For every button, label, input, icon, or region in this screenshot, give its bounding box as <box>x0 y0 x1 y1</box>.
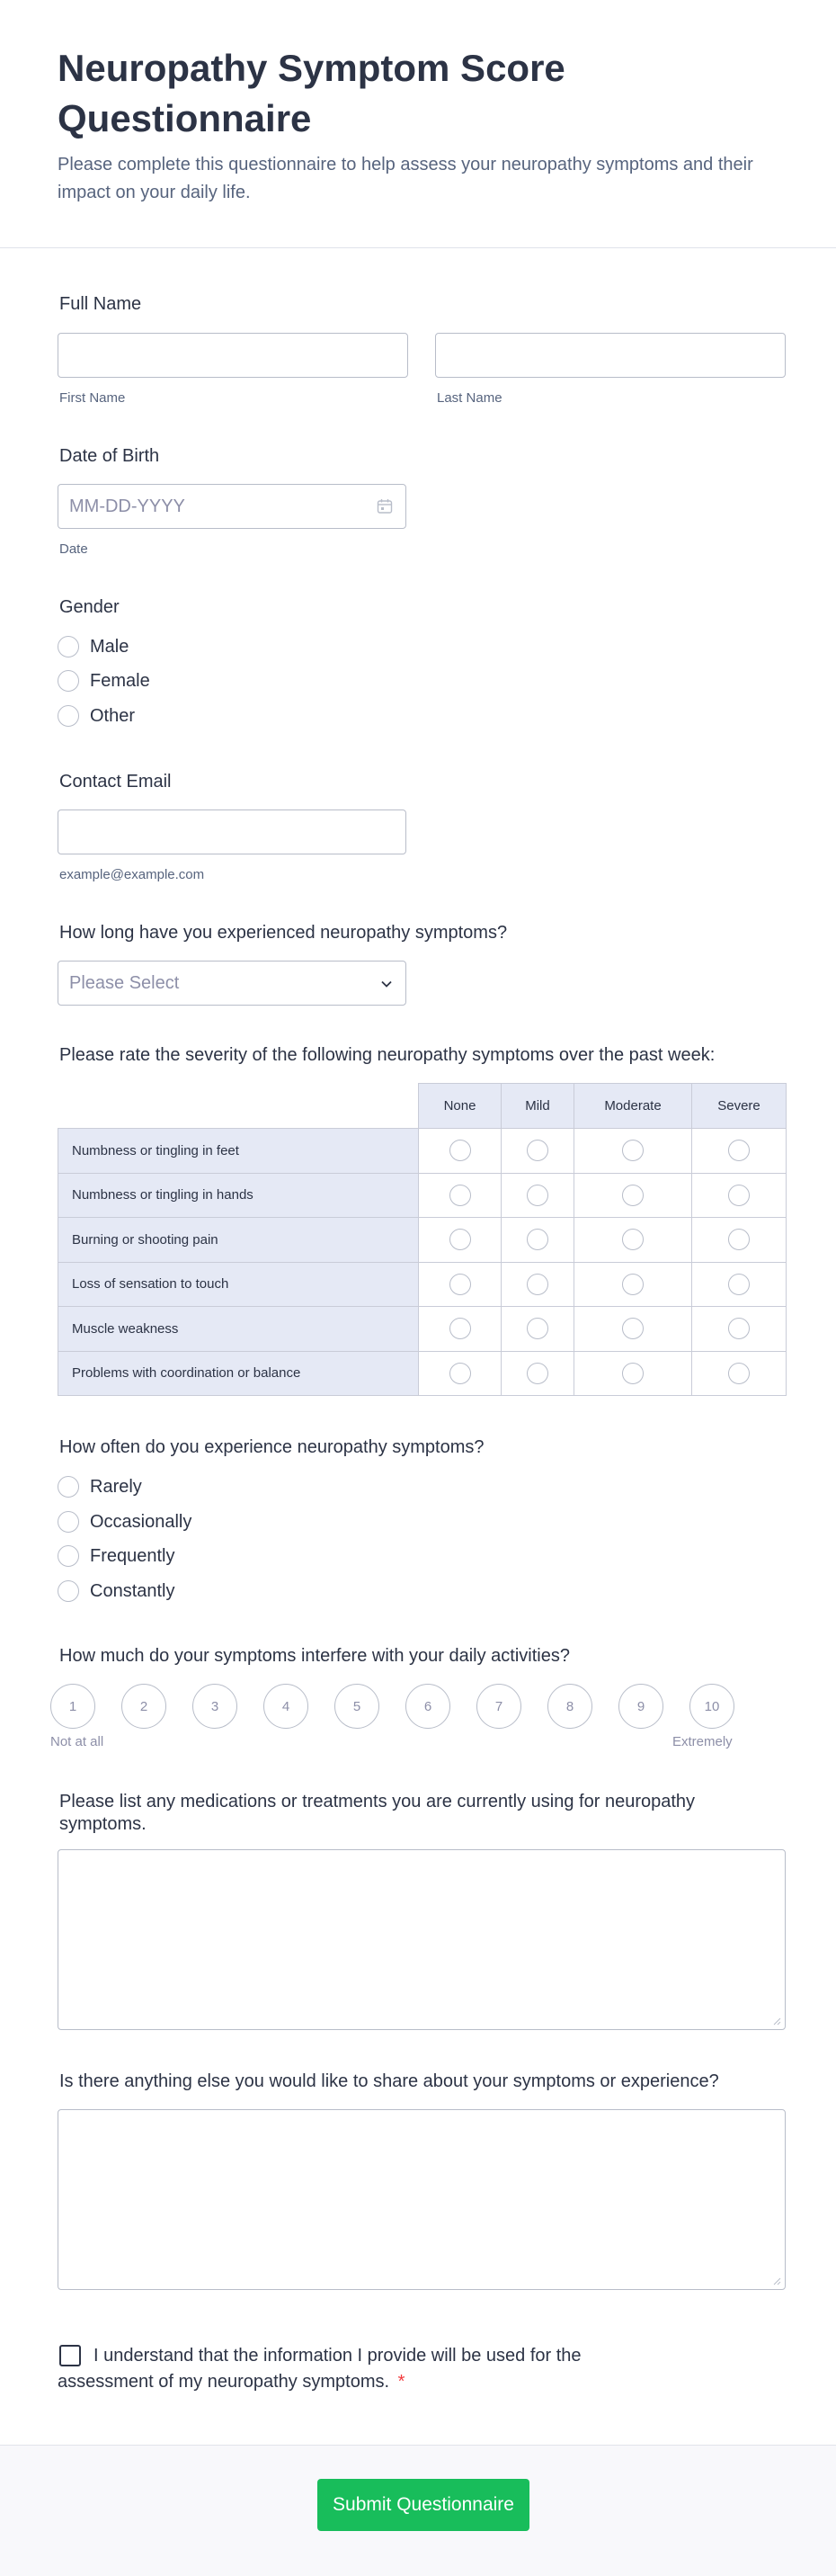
gender-option-label: Male <box>90 636 129 657</box>
medications-label: Please list any medications or treatments you are currently using for neuropathy symptoms. <box>59 1792 696 1834</box>
matrix-row-label: Muscle weakness <box>58 1307 419 1352</box>
first-name-sublabel: First Name <box>59 390 126 406</box>
matrix-row <box>58 1129 787 1174</box>
medications-textarea[interactable] <box>58 1849 786 2030</box>
gender-option-label: Other <box>90 705 136 726</box>
matrix-row-label: Numbness or tingling in hands <box>58 1173 419 1218</box>
severity-matrix <box>58 1083 787 1396</box>
frequency-option-label: Occasionally <box>90 1511 192 1532</box>
scale-low-label: Not at all <box>50 1734 104 1749</box>
frequency-option-label: Constantly <box>90 1580 175 1601</box>
scale-option[interactable]: 6 <box>405 1684 450 1729</box>
additional-textarea[interactable] <box>58 2109 786 2290</box>
radio-button[interactable] <box>58 636 79 657</box>
matrix-row <box>58 1351 787 1396</box>
page-title: Neuropathy Symptom Score Questionnaire <box>58 47 565 139</box>
scale-high-label: Extremely <box>672 1734 733 1749</box>
scale-option[interactable]: 9 <box>618 1684 663 1729</box>
radio-button[interactable] <box>527 1363 548 1384</box>
frequency-option-occasionally[interactable] <box>58 1510 191 1534</box>
radio-button[interactable] <box>58 1476 79 1498</box>
consent-text: I understand that the information I provide will be used for the assessment of my neuropathy symptoms. <box>58 2346 582 2392</box>
matrix-column-header: None <box>419 1084 502 1129</box>
scale-option[interactable]: 4 <box>263 1684 308 1729</box>
radio-button[interactable] <box>527 1318 548 1339</box>
radio-button[interactable] <box>728 1318 750 1339</box>
matrix-row <box>58 1218 787 1263</box>
matrix-row-label: Numbness or tingling in feet <box>58 1129 419 1174</box>
radio-button[interactable] <box>622 1229 644 1250</box>
gender-option-female[interactable] <box>58 669 150 693</box>
matrix-row <box>58 1262 787 1307</box>
radio-button[interactable] <box>449 1274 471 1295</box>
matrix-row <box>58 1307 787 1352</box>
scale-option[interactable]: 1 <box>50 1684 95 1729</box>
last-name-sublabel: Last Name <box>437 390 502 406</box>
radio-button[interactable] <box>527 1274 548 1295</box>
resize-handle-icon[interactable] <box>772 2276 781 2285</box>
submit-button[interactable]: Submit Questionnaire <box>317 2479 529 2531</box>
radio-button[interactable] <box>728 1274 750 1295</box>
frequency-option-constantly[interactable] <box>58 1579 175 1603</box>
matrix-corner <box>58 1084 419 1129</box>
resize-handle-icon[interactable] <box>772 2017 781 2026</box>
matrix-row <box>58 1173 787 1218</box>
frequency-option-label: Rarely <box>90 1476 142 1497</box>
radio-button[interactable] <box>449 1140 471 1161</box>
duration-select[interactable] <box>58 961 406 1006</box>
email-input[interactable] <box>58 809 406 854</box>
scale-option[interactable]: 3 <box>192 1684 237 1729</box>
email-sublabel: example@example.com <box>59 867 205 882</box>
full-name-label: Full Name <box>59 294 142 314</box>
gender-option-male[interactable] <box>58 635 129 658</box>
matrix-column-header: Severe <box>692 1084 787 1129</box>
required-marker: * <box>397 2372 405 2392</box>
radio-button[interactable] <box>728 1140 750 1161</box>
radio-button[interactable] <box>622 1363 644 1384</box>
duration-label: How long have you experienced neuropathy symptoms? <box>59 923 508 943</box>
form-header <box>0 0 836 248</box>
radio-button[interactable] <box>449 1363 471 1384</box>
gender-label: Gender <box>59 597 120 617</box>
radio-button[interactable] <box>728 1229 750 1250</box>
matrix-row-label: Burning or shooting pain <box>58 1218 419 1263</box>
dob-input[interactable] <box>58 484 406 529</box>
matrix-column-header: Moderate <box>574 1084 692 1129</box>
consent-text-block <box>58 2343 633 2395</box>
frequency-option-frequently[interactable] <box>58 1544 175 1568</box>
form-footer <box>0 2445 836 2576</box>
frequency-label: How often do you experience neuropathy symptoms? <box>59 1437 485 1457</box>
dob-sublabel: Date <box>59 541 88 557</box>
scale-option[interactable]: 7 <box>476 1684 521 1729</box>
severity-label: Please rate the severity of the following neuropathy symptoms over the past week: <box>59 1045 716 1065</box>
radio-button[interactable] <box>58 705 79 727</box>
frequency-option-label: Frequently <box>90 1545 175 1566</box>
radio-button[interactable] <box>449 1185 471 1206</box>
gender-option-label: Female <box>90 670 150 691</box>
scale-option[interactable]: 2 <box>121 1684 166 1729</box>
frequency-option-rarely[interactable] <box>58 1475 142 1498</box>
radio-button[interactable] <box>527 1229 548 1250</box>
matrix-row-label: Problems with coordination or balance <box>58 1351 419 1396</box>
last-name-input[interactable] <box>435 333 786 378</box>
radio-button[interactable] <box>58 1545 79 1567</box>
dob-placeholder: MM-DD-YYYY <box>69 496 185 516</box>
radio-button[interactable] <box>622 1140 644 1161</box>
radio-button[interactable] <box>622 1185 644 1206</box>
interference-label: How much do your symptoms interfere with your daily activities? <box>59 1646 570 1666</box>
radio-button[interactable] <box>728 1185 750 1206</box>
radio-button[interactable] <box>58 1511 79 1533</box>
calendar-icon[interactable] <box>377 498 393 514</box>
email-label: Contact Email <box>59 772 172 792</box>
scale-option[interactable]: 10 <box>689 1684 734 1729</box>
page-subtitle: Please complete this questionnaire to help assess your neuropathy symptoms and their impact on your daily life. <box>58 155 753 202</box>
radio-button[interactable] <box>527 1140 548 1161</box>
chevron-down-icon <box>380 978 393 990</box>
dob-label: Date of Birth <box>59 446 160 466</box>
radio-button[interactable] <box>58 1580 79 1602</box>
radio-button[interactable] <box>449 1318 471 1339</box>
radio-button[interactable] <box>449 1229 471 1250</box>
scale-option[interactable]: 5 <box>334 1684 379 1729</box>
matrix-column-header: Mild <box>502 1084 574 1129</box>
radio-button[interactable] <box>622 1274 644 1295</box>
radio-button[interactable] <box>728 1363 750 1384</box>
radio-button[interactable] <box>527 1185 548 1206</box>
matrix-row-label: Loss of sensation to touch <box>58 1262 419 1307</box>
radio-button[interactable] <box>622 1318 644 1339</box>
radio-button[interactable] <box>58 670 79 692</box>
duration-placeholder: Please Select <box>69 973 180 993</box>
first-name-input[interactable] <box>58 333 408 378</box>
scale-option[interactable]: 8 <box>547 1684 592 1729</box>
gender-option-other[interactable] <box>58 704 135 728</box>
additional-label: Is there anything else you would like to share about your symptoms or experience? <box>59 2071 719 2091</box>
